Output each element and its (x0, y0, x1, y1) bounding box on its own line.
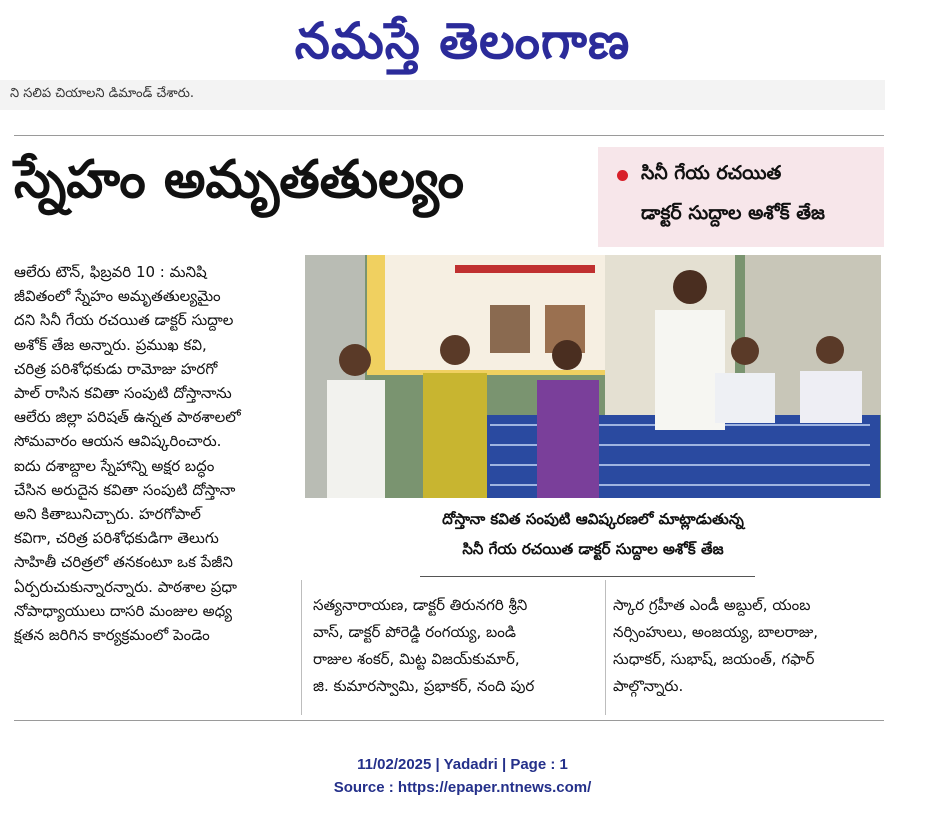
body-line: ఐదు దశాబ్దాల స్నేహాన్ని అక్షర బద్ధం (14, 456, 215, 475)
body-line: ఆలేరు టౌన్, ఫిబ్రవరి 10 : మనిషి (14, 263, 207, 281)
body-line: జీవితంలో స్నేహం అమృతతుల్యమైం (14, 287, 221, 306)
body-line: చరిత్ర పరిశోధకుడు రామోజు హరగో (14, 359, 218, 378)
body-line: క్షతన జరిగిన కార్యక్రమంలో పెండెం (14, 626, 210, 645)
body-line: ఆలేరు జిల్లా పరిషత్ ఉన్నత పాఠశాలలో (14, 408, 241, 427)
body-line: జి. కుమారస్వామి, ప్రభాకర్, నంది పుర (313, 677, 535, 695)
body-line: సోమవారం ఆయన ఆవిష్కరించారు. (14, 432, 222, 451)
body-line: నోపాధ్యాయులు దాసరి మంజుల అధ్య (14, 601, 232, 620)
body-line: ఏర్పరుచుకున్నారన్నారు. పాఠశాల ప్రధా (14, 577, 237, 596)
bullet-icon (617, 170, 628, 181)
body-line: చేసిన అరుదైన కవితా సంపుటి దోస్తానా (14, 480, 236, 499)
event-photo (305, 255, 881, 498)
body-line: నర్సింహులు, అంజయ్య, బాలరాజు, (613, 623, 819, 641)
body-line: స్కార గ్రహీత ఎండీ అబ్దుల్, యంబ (613, 596, 811, 614)
body-line: సత్యనారాయణ, డాక్టర్ తిరునగరి శ్రీని (313, 596, 528, 614)
column-divider (605, 580, 606, 715)
body-line: సాహితీ చరిత్రలో తనకంటూ ఒక పేజీని (14, 553, 233, 572)
body-line: పాల్ రాసిన కవితా సంపుటి దోస్తానాను (14, 384, 232, 403)
article-column-right (613, 592, 885, 700)
body-line: కవిగా, చరిత్ర పరిశోధకుడిగా తెలుగు (14, 529, 219, 548)
footer-date-edition: 11/02/2025 | Yadadri | Page : 1 (357, 756, 568, 773)
newspaper-masthead: నమస్తే తెలంగాణ (294, 12, 631, 70)
body-line: వాస్, డాక్టర్ పోరెడ్డి రంగయ్య, బండి (313, 623, 516, 641)
caption-divider (420, 576, 755, 577)
article-headline: స్నేహం అమృతతుల్యం (14, 150, 465, 210)
article-bottom-rule (14, 720, 884, 721)
body-line: దని సినీ గేయ రచయిత డాక్టర్ సుద్దాల (14, 311, 234, 330)
column-divider (301, 580, 302, 715)
subhead-line-2: డాక్టర్ సుద్దాల అశోక్ తేజ (641, 202, 825, 224)
photo-caption-line-1: దోస్తానా కవిత సంపుటి ఆవిష్కరణలో మాట్లాడుతున్న (442, 510, 744, 528)
body-line: అశోక్ తేజ అన్నారు. ప్రముఖ కవి, (14, 335, 207, 354)
article-column-middle (313, 592, 599, 700)
body-line: పాల్గొన్నారు. (613, 677, 684, 695)
body-line: రాజుల శంకర్, మిట్ట విజయ్‌కుమార్, (313, 650, 520, 668)
article-column-left (14, 260, 292, 647)
footer-source-link[interactable]: Source : https://epaper.ntnews.com/ (333, 779, 592, 796)
body-line: అని కితాబునిచ్చారు. హరగోపాల్ (14, 505, 201, 524)
event-photo-illustration (305, 255, 881, 498)
subhead-line-1: సినీ గేయ రచయిత (641, 162, 782, 184)
body-line: సుధాకర్, సుభాష్, జయంత్, గఫార్ (613, 650, 815, 668)
section-divider (14, 135, 884, 136)
previous-article-fragment: ని సలిప చియాలని డిమాండ్ చేశారు. (10, 86, 195, 101)
photo-caption-line-2: సినీ గేయ రచయిత డాక్టర్ సుద్దాల అశోక్ తేజ (462, 540, 724, 558)
